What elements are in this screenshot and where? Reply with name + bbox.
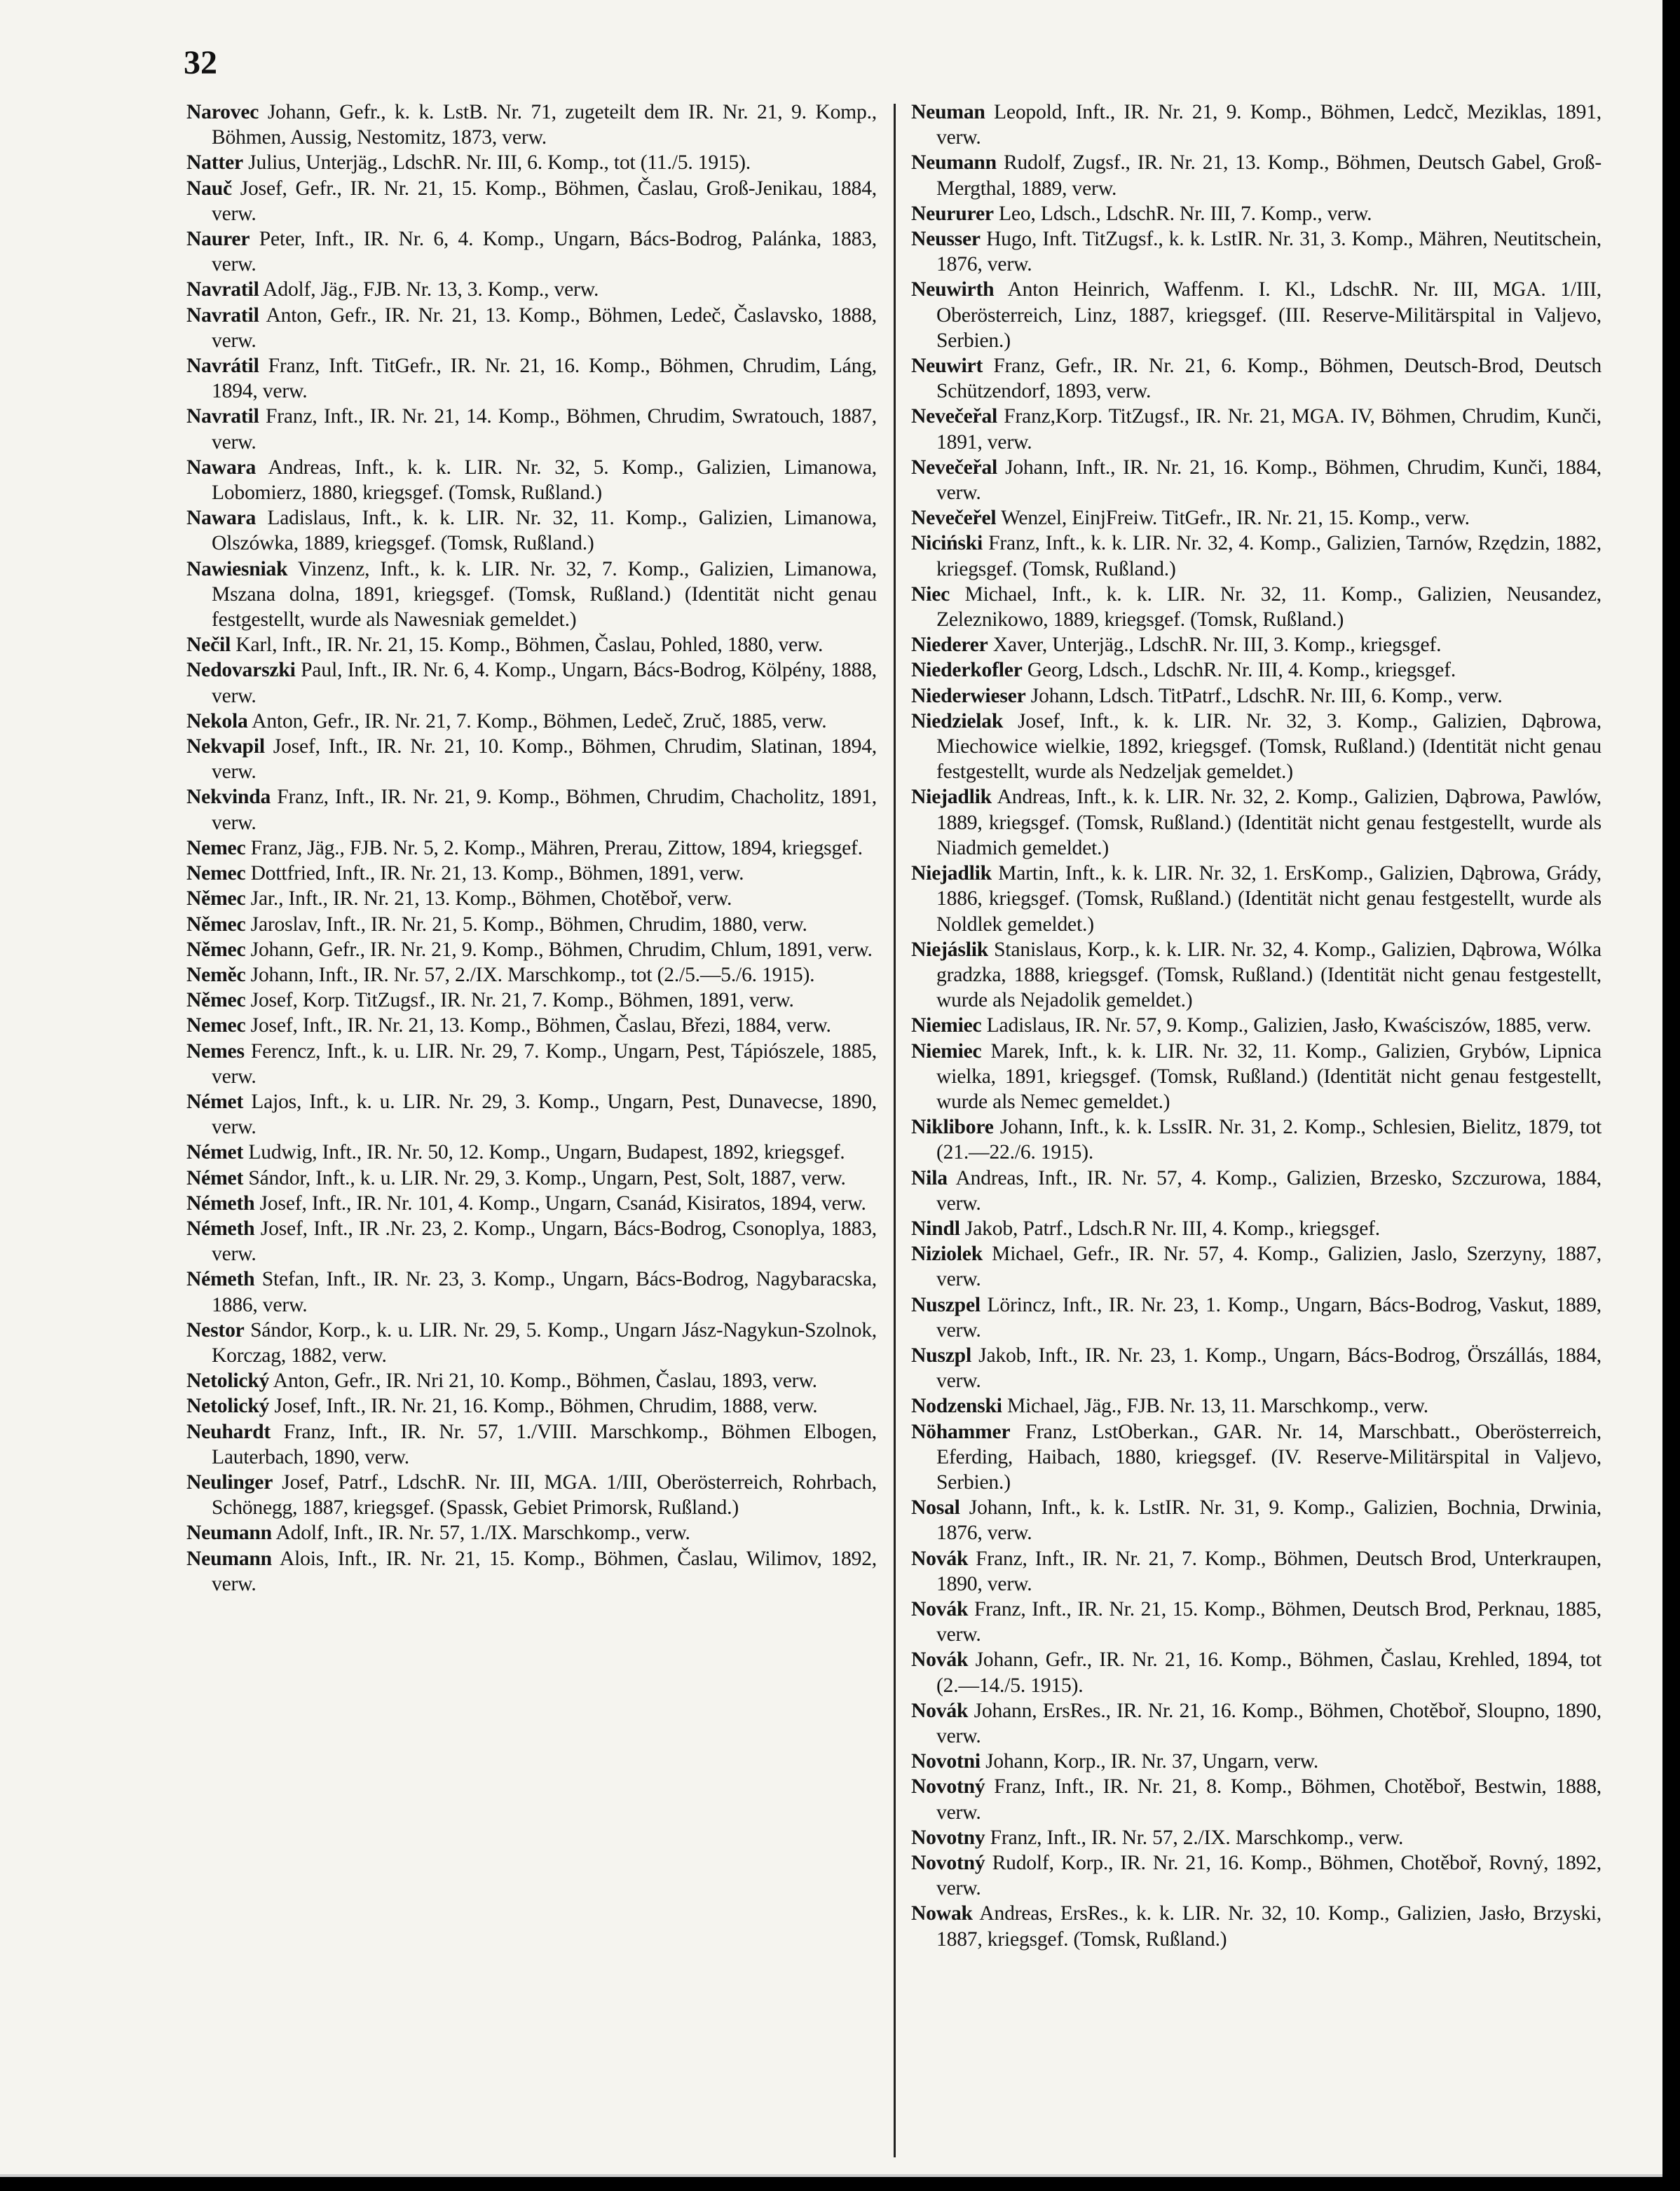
list-item [186, 1013, 877, 1038]
entry-details: Josef, Gefr., IR. Nr. 21, 15. Komp., Böhmen, Časlau, Groß-Jenikau, 1884, verw. [212, 177, 877, 225]
entry-surname: Nawara [186, 456, 257, 479]
entry-details: Franz, Inft., k. k. LIR. Nr. 32, 4. Komp., Galizien, Tarnów, Rzędzin, 1882, kriegsgef. (Tomsk, Rußland.) [936, 532, 1602, 580]
list-item [911, 1166, 1602, 1216]
entry-surname: Netolický [186, 1370, 270, 1393]
entry-surname: Németh [186, 1192, 255, 1215]
list-item [911, 150, 1602, 200]
entry-details: Johann, Inft., k. k. LssIR. Nr. 31, 2. Komp., Schlesien, Bielitz, 1879, tot (21.—22./6. 1915). [936, 1116, 1602, 1164]
entry-details: Franz, Gefr., IR. Nr. 21, 6. Komp., Böhmen, Deutsch-Brod, Deutsch Schützendorf, 1893, verw. [936, 355, 1602, 403]
entry-details: Hugo, Inft. TitZugsf., k. k. LstIR. Nr. 31, 3. Komp., Mähren, Neutitschein, 1876, verw. [936, 228, 1602, 276]
entry-surname: Němec [186, 913, 246, 936]
entry-details: Ludwig, Inft., IR. Nr. 50, 12. Komp., Ungarn, Budapest, 1892, kriegsgef. [243, 1141, 845, 1164]
entry-details: Paul, Inft., IR. Nr. 6, 4. Komp., Ungarn, Bács-Bodrog, Kölpény, 1888, verw. [212, 659, 877, 707]
list-item [186, 150, 877, 175]
list-item [911, 632, 1602, 657]
entry-details: Johann, Gefr., IR. Nr. 21, 16. Komp., Böhmen, Časlau, Krehled, 1894, tot (2.—14./5. 1915). [936, 1649, 1602, 1697]
list-item [186, 1039, 877, 1089]
entry-surname: Niziolek [911, 1243, 983, 1266]
list-item [911, 1825, 1602, 1850]
list-item [911, 1241, 1602, 1292]
entry-details: Josef, Inft., k. k. LIR. Nr. 32, 3. Komp., Galizien, Dąbrowa, Miechowice wielkie, 1892, kriegsgef. (Tomsk, Rußland.) (Identität nicht genau festgestellt, wurde als Nedzeljak gemeldet.) [936, 709, 1602, 784]
entry-details: Josef, Inft., IR. Nr. 101, 4. Komp., Ungarn, Csanád, Kisiratos, 1894, verw. [254, 1192, 866, 1215]
entry-surname: Nosal [911, 1496, 960, 1520]
list-item [186, 1166, 877, 1191]
list-item [186, 988, 877, 1013]
list-item [186, 861, 877, 886]
list-item [186, 100, 877, 150]
entry-details: Franz, Inft., IR. Nr. 21, 7. Komp., Böhmen, Deutsch Brod, Unterkraupen, 1890, verw. [936, 1547, 1602, 1595]
list-item [911, 861, 1602, 937]
entry-details: Michael, Jäg., FJB. Nr. 13, 11. Marschkomp., verw. [1002, 1395, 1428, 1418]
entry-details: Leopold, Inft., IR. Nr. 21, 9. Komp., Böhmen, Ledcč, Meziklas, 1891, verw. [936, 101, 1602, 149]
list-item [911, 1901, 1602, 1951]
entry-surname: Niemiec [911, 1039, 982, 1063]
list-item [911, 1495, 1602, 1545]
entry-details: Lajos, Inft., k. u. LIR. Nr. 29, 3. Komp., Ungarn, Pest, Dunavecse, 1890, verw. [212, 1090, 877, 1139]
entry-details: Rudolf, Zugsf., IR. Nr. 21, 13. Komp., Böhmen, Deutsch Gabel, Groß-Mergthal, 1889, verw. [936, 151, 1602, 200]
entry-surname: Nuszpel [911, 1293, 981, 1316]
entry-details: Peter, Inft., IR. Nr. 6, 4. Komp., Ungarn, Bács-Bodrog, Palánka, 1883, verw. [212, 228, 877, 276]
entry-surname: Német [186, 1141, 244, 1164]
entry-surname: Novotný [911, 1852, 985, 1875]
list-item [911, 582, 1602, 632]
list-item [186, 557, 877, 633]
entry-details: Johann, ErsRes., IR. Nr. 21, 16. Komp., Böhmen, Chotěboř, Sloupno, 1890, verw. [936, 1699, 1602, 1747]
entry-surname: Nawara [186, 507, 257, 530]
entry-details: Karl, Inft., IR. Nr. 21, 15. Komp., Böhmen, Časlau, Pohled, 1880, verw. [231, 634, 824, 657]
entry-surname: Nauč [186, 177, 232, 200]
list-item [911, 226, 1602, 277]
entry-details: Anton, Gefr., IR. Nri 21, 10. Komp., Böhmen, Časlau, 1893, verw. [269, 1370, 817, 1393]
list-item [911, 1419, 1602, 1496]
entry-details: Georg, Ldsch., LdschR. Nr. III, 4. Komp., kriegsgef. [1022, 659, 1456, 682]
list-item [186, 784, 877, 835]
entry-surname: Natter [186, 151, 243, 175]
list-item [186, 1140, 877, 1165]
entry-surname: Niederwieser [911, 684, 1026, 707]
list-item [186, 1368, 877, 1393]
entry-details: Stefan, Inft., IR. Nr. 23, 3. Komp., Ungarn, Bács-Bodrog, Nagybaracska, 1886, verw. [212, 1268, 877, 1316]
list-item [911, 1292, 1602, 1343]
right-column [911, 100, 1602, 1952]
entry-surname: Nemes [186, 1039, 245, 1063]
entry-details: Johann, Inft., k. k. LstIR. Nr. 31, 9. Komp., Galizien, Bochnia, Drwinia, 1876, verw. [936, 1496, 1602, 1545]
list-item [186, 1419, 877, 1470]
list-item [911, 505, 1602, 531]
list-item [911, 1013, 1602, 1038]
entry-surname: Niec [911, 582, 950, 606]
entry-details: Franz, Inft. TitGefr., IR. Nr. 21, 16. Komp., Böhmen, Chrudim, Láng, 1894, verw. [212, 355, 877, 403]
list-item [911, 531, 1602, 581]
entry-surname: Nowak [911, 1902, 973, 1925]
entry-surname: Niejáslik [911, 938, 989, 961]
list-item [911, 683, 1602, 709]
entry-surname: Nečil [186, 634, 231, 657]
list-item [186, 176, 877, 226]
entry-surname: Niejadlik [911, 862, 992, 885]
entry-surname: Niciński [911, 532, 983, 555]
entry-surname: Nawiesniak [186, 557, 288, 580]
list-item [911, 784, 1602, 861]
entry-surname: Neměc [186, 963, 246, 986]
entry-surname: Němec [186, 989, 246, 1012]
entry-details: Franz, Inft., IR. Nr. 21, 9. Komp., Böhmen, Chrudim, Chacholitz, 1891, verw. [212, 786, 877, 834]
list-item [186, 1191, 877, 1216]
list-item [911, 277, 1602, 353]
entry-details: Josef, Patrf., LdschR. Nr. III, MGA. 1/III, Oberösterreich, Rohrbach, Schönegg, 1887, kriegsgef. (Spassk, Gebiet Primorsk, Rußland.) [212, 1470, 877, 1520]
entry-surname: Netolický [186, 1395, 270, 1418]
entry-surname: Novotný [911, 1775, 985, 1798]
entry-details: Adolf, Inft., IR. Nr. 57, 1./IX. Marschkomp., verw. [271, 1522, 690, 1545]
entry-details: Leo, Ldsch., LdschR. Nr. III, 7. Komp., verw. [993, 202, 1372, 225]
entry-details: Josef, Inft., IR. Nr. 21, 16. Komp., Böhmen, Chrudim, 1888, verw. [269, 1395, 818, 1418]
entry-surname: Nila [911, 1166, 948, 1189]
list-item [911, 709, 1602, 785]
entry-details: Franz, Inft., IR. Nr. 57, 1./VIII. Marschkomp., Böhmen Elbogen, Lauterbach, 1890, verw. [212, 1420, 877, 1468]
entry-surname: Neusser [911, 228, 981, 251]
list-item [186, 1520, 877, 1545]
entry-details: Dottfried, Inft., IR. Nr. 21, 13. Komp., Böhmen, 1891, verw. [245, 862, 744, 885]
entry-surname: Němec [186, 887, 246, 910]
entry-details: Andreas, Inft., k. k. LIR. Nr. 32, 5. Komp., Galizien, Limanowa, Lobomierz, 1880, kriegsgef. (Tomsk, Rußland.) [212, 456, 877, 505]
entry-details: Ladislaus, IR. Nr. 57, 9. Komp., Galizien, Jasło, Kwaściszów, 1885, verw. [981, 1014, 1592, 1037]
entry-surname: Navratil [186, 278, 259, 301]
list-item [186, 886, 877, 911]
entry-surname: Nemec [186, 862, 246, 885]
entry-surname: Nekola [186, 709, 248, 732]
entry-details: Franz, Jäg., FJB. Nr. 5, 2. Komp., Mähren, Prerau, Zittow, 1894, kriegsgef. [245, 836, 863, 859]
entry-details: Michael, Gefr., IR. Nr. 57, 4. Komp., Galizien, Jaslo, Szerzyny, 1887, verw. [936, 1243, 1602, 1291]
entry-surname: Niederkofler [911, 659, 1023, 682]
entry-surname: Niemiec [911, 1014, 982, 1037]
list-item [186, 912, 877, 937]
entry-details: Franz, Inft., IR. Nr. 21, 15. Komp., Böhmen, Deutsch Brod, Perknau, 1885, verw. [936, 1597, 1602, 1646]
entry-details: Adolf, Jäg., FJB. Nr. 13, 3. Komp., verw. [259, 278, 599, 301]
entry-details: Andreas, Inft., k. k. LIR. Nr. 32, 2. Komp., Galizien, Dąbrowa, Pawlów, 1889, kriegsgef. (Tomsk, Rußland.) (Identität nicht genau festgestellt, wurde als Niadmich gemeldet.) [936, 786, 1602, 859]
entry-surname: Nindl [911, 1217, 960, 1240]
entry-details: Rudolf, Korp., IR. Nr. 21, 16. Komp., Böhmen, Chotěboř, Rovný, 1892, verw. [936, 1852, 1602, 1900]
entry-surname: Naurer [186, 228, 250, 251]
list-item [186, 505, 877, 556]
entry-details: Andreas, ErsRes., k. k. LIR. Nr. 32, 10. Komp., Galizien, Jasło, Brzyski, 1887, kriegsgef. (Tomsk, Rußland.) [936, 1902, 1602, 1951]
list-item [911, 404, 1602, 454]
entry-surname: Nemec [186, 836, 246, 859]
list-item [911, 1216, 1602, 1241]
list-item [186, 1393, 877, 1419]
entry-surname: Nodzenski [911, 1395, 1002, 1418]
entry-surname: Nevečeřal [911, 405, 998, 428]
entry-details: Sándor, Korp., k. u. LIR. Nr. 29, 5. Komp., Ungarn Jász-Nagykun-Szolnok, Korczag, 1882, verw. [212, 1318, 877, 1367]
list-item [186, 962, 877, 988]
list-item [911, 1393, 1602, 1419]
entry-details: Johann, Gefr., IR. Nr. 21, 9. Komp., Böhmen, Chrudim, Chlum, 1891, verw. [245, 938, 873, 961]
entry-surname: Neumann [911, 151, 997, 175]
list-item [911, 1698, 1602, 1749]
entry-surname: Nevečeřal [911, 456, 998, 479]
entry-surname: Novák [911, 1597, 969, 1620]
entry-details: Johann, Ldsch. TitPatrf., LdschR. Nr. III, 6. Komp., verw. [1025, 684, 1503, 707]
entry-details: Johann, Gefr., k. k. LstB. Nr. 71, zugeteilt dem IR. Nr. 21, 9. Komp., Böhmen, Aussig, Nestomitz, 1873, verw. [212, 101, 877, 149]
entry-details: Vinzenz, Inft., k. k. LIR. Nr. 32, 7. Komp., Galizien, Limanowa, Mszana dolna, 1891, kriegsgef. (Tomsk, Rußland.) (Identität nicht genau festgestellt, wurde als Nawesniak gemeldet.) [212, 557, 877, 632]
list-item [186, 404, 877, 454]
entry-surname: Navratil [186, 303, 259, 327]
entry-details: Wenzel, EinjFreiw. TitGefr., IR. Nr. 21, 15. Komp., verw. [996, 507, 1470, 530]
entry-surname: Neumann [186, 1547, 272, 1570]
entry-details: Martin, Inft., k. k. LIR. Nr. 32, 1. ErsKomp., Galizien, Dąbrowa, Grády, 1886, kriegsgef. (Tomsk, Rußland.) (Identität nicht genau festgestellt, wurde als Noldlek gemeldet.) [936, 862, 1602, 936]
list-item [186, 1546, 877, 1597]
entry-surname: Novotny [911, 1826, 985, 1849]
entry-details: Jakob, Inft., IR. Nr. 23, 1. Komp., Ungarn, Bács-Bodrog, Örszállás, 1884, verw. [936, 1344, 1602, 1393]
list-item [186, 353, 877, 404]
entry-details: Josef, Inft., IR. Nr. 21, 13. Komp., Böhmen, Časlau, Březi, 1884, verw. [245, 1014, 831, 1037]
entry-surname: Neumann [186, 1522, 272, 1545]
entry-surname: Němec [186, 938, 246, 961]
list-item [186, 226, 877, 277]
entry-surname: Nedovarszki [186, 659, 296, 682]
entry-details: Jaroslav, Inft., IR. Nr. 21, 5. Komp., Böhmen, Chrudim, 1880, verw. [245, 913, 807, 936]
list-item [911, 455, 1602, 505]
entry-surname: Narovec [186, 101, 259, 123]
entry-surname: Nöhammer [911, 1420, 1011, 1443]
entry-surname: Németh [186, 1217, 255, 1240]
entry-details: Xaver, Unterjäg., LdschR. Nr. III, 3. Komp., kriegsgef. [988, 634, 1442, 657]
entry-details: Josef, Korp. TitZugsf., IR. Nr. 21, 7. Komp., Böhmen, 1891, verw. [245, 989, 794, 1012]
entry-surname: Nuszpl [911, 1344, 971, 1367]
entry-details: Jar., Inft., IR. Nr. 21, 13. Komp., Böhmen, Chotěboř, verw. [245, 887, 732, 910]
left-column [186, 100, 877, 1597]
entry-details: Michael, Inft., k. k. LIR. Nr. 32, 11. Komp., Galizien, Neusandez, Zeleznikowo, 1889, kriegsgef. (Tomsk, Rußland.) [936, 582, 1602, 632]
entry-details: Johann, Inft., IR. Nr. 57, 2./IX. Marschkomp., tot (2./5.—5./6. 1915). [245, 963, 815, 986]
list-item [186, 455, 877, 505]
entry-details: Franz, Inft., IR. Nr. 57, 2./IX. Marschkomp., verw. [985, 1826, 1404, 1849]
entry-surname: Navratil [186, 405, 259, 428]
entry-details: Franz, Inft., IR. Nr. 21, 14. Komp., Böhmen, Chrudim, Swratouch, 1887, verw. [212, 405, 877, 453]
list-item [911, 201, 1602, 226]
entry-details: Josef, Inft., IR .Nr. 23, 2. Komp., Ungarn, Bács-Bodrog, Csonoplya, 1883, verw. [212, 1217, 877, 1266]
entry-surname: Novák [911, 1699, 969, 1722]
entry-surname: Niklibore [911, 1116, 994, 1139]
entry-details: Stanislaus, Korp., k. k. LIR. Nr. 32, 4. Komp., Galizien, Dąbrowa, Wólka gradzka, 1888, kriegsgef. (Tomsk, Rußland.) (Identität nicht genau festgestellt, wurde als Nejadolik gemeldet.) [936, 938, 1602, 1012]
list-item [911, 1749, 1602, 1774]
entry-details: Marek, Inft., k. k. LIR. Nr. 32, 11. Komp., Galizien, Grybów, Lipnica wielka, 1891, kriegsgef. (Tomsk, Rußland.) (Identität nicht genau festgestellt, wurde als Nemec gemeldet.) [936, 1039, 1602, 1113]
entry-surname: Német [186, 1166, 244, 1189]
entry-details: Sándor, Inft., k. u. LIR. Nr. 29, 3. Komp., Ungarn, Pest, Solt, 1887, verw. [243, 1166, 846, 1189]
entry-details: Josef, Inft., IR. Nr. 21, 10. Komp., Böhmen, Chrudim, Slatinan, 1894, verw. [212, 735, 877, 784]
list-item [186, 657, 877, 708]
list-item [911, 937, 1602, 1013]
entry-details: Anton, Gefr., IR. Nr. 21, 13. Komp., Böhmen, Ledeč, Časlavsko, 1888, verw. [212, 303, 877, 352]
entry-details: Franz, Inft., IR. Nr. 21, 8. Komp., Böhmen, Chotěboř, Bestwin, 1888, verw. [936, 1775, 1602, 1824]
list-item [911, 657, 1602, 683]
entry-surname: Nekvapil [186, 735, 265, 758]
list-item [186, 835, 877, 861]
column-divider [894, 104, 896, 2157]
entry-surname: Novotni [911, 1750, 981, 1773]
entry-surname: Novák [911, 1547, 969, 1570]
list-item [911, 353, 1602, 404]
entry-surname: Nekvinda [186, 786, 271, 809]
entry-surname: Niederer [911, 634, 988, 657]
entry-surname: Németh [186, 1268, 255, 1291]
entry-surname: Nevečeřel [911, 507, 997, 530]
list-item [186, 1470, 877, 1520]
list-item [186, 709, 877, 734]
list-item [186, 303, 877, 353]
entry-details: Jakob, Patrf., Ldsch.R Nr. III, 4. Komp., kriegsgef. [959, 1217, 1380, 1240]
list-item [186, 1216, 877, 1267]
entry-surname: Nemec [186, 1014, 246, 1037]
entry-surname: Navrátil [186, 355, 259, 378]
list-item [186, 1267, 877, 1317]
list-item [911, 1114, 1602, 1165]
entry-surname: Niedzielak [911, 709, 1004, 732]
entry-surname: Neulinger [186, 1470, 273, 1494]
entry-surname: Novák [911, 1649, 969, 1672]
list-item [186, 1089, 877, 1140]
page-number: 32 [184, 44, 217, 81]
entry-surname: Niejadlik [911, 786, 992, 809]
entry-details: Franz, LstOberkan., GAR. Nr. 14, Marschbatt., Oberösterreich, Eferding, Haibach, 1880, kriegsgef. (IV. Reserve-Militärspital in Valjevo, Serbien.) [936, 1420, 1602, 1494]
entry-details: Anton Heinrich, Waffenm. I. Kl., LdschR. Nr. III, MGA. 1/III, Oberösterreich, Linz, 1887, kriegsgef. (III. Reserve-Militärspital in Valjevo, Serbien.) [936, 278, 1602, 352]
list-item [186, 277, 877, 302]
list-item [911, 1774, 1602, 1824]
list-item [186, 937, 877, 962]
entry-details: Anton, Gefr., IR. Nr. 21, 7. Komp., Böhmen, Ledeč, Zruč, 1885, verw. [247, 709, 827, 732]
entry-details: Andreas, Inft., IR. Nr. 57, 4. Komp., Galizien, Brzesko, Szczurowa, 1884, verw. [936, 1166, 1602, 1215]
entry-details: Lörincz, Inft., IR. Nr. 23, 1. Komp., Ungarn, Bács-Bodrog, Vaskut, 1889, verw. [936, 1293, 1602, 1342]
list-item [911, 1850, 1602, 1901]
entry-surname: Nestor [186, 1318, 245, 1342]
list-item [186, 1318, 877, 1368]
entry-details: Ladislaus, Inft., k. k. LIR. Nr. 32, 11. Komp., Galizien, Limanowa, Olszówka, 1889, kriegsgef. (Tomsk, Rußland.) [212, 507, 877, 555]
entry-details: Julius, Unterjäg., LdschR. Nr. III, 6. Komp., tot (11./5. 1915). [243, 151, 751, 175]
list-item [911, 1343, 1602, 1393]
list-item [911, 1546, 1602, 1597]
entry-surname: Neuman [911, 101, 985, 123]
entry-surname: Neuwirt [911, 355, 983, 378]
list-item [911, 1597, 1602, 1647]
entry-surname: Neururer [911, 202, 994, 225]
entry-surname: Neuwirth [911, 278, 995, 301]
list-item [911, 100, 1602, 150]
entry-surname: Neuhardt [186, 1420, 271, 1443]
entry-details: Johann, Inft., IR. Nr. 21, 16. Komp., Böhmen, Chrudim, Kunči, 1884, verw. [936, 456, 1602, 505]
entry-details: Franz,Korp. TitZugsf., IR. Nr. 21, MGA. IV, Böhmen, Chrudim, Kunči, 1891, verw. [936, 405, 1602, 453]
entry-surname: Német [186, 1090, 244, 1113]
list-item [186, 632, 877, 657]
entry-details: Alois, Inft., IR. Nr. 21, 15. Komp., Böhmen, Časlau, Wilimov, 1892, verw. [212, 1547, 877, 1595]
list-item [911, 1039, 1602, 1115]
entry-details: Ferencz, Inft., k. u. LIR. Nr. 29, 7. Komp., Ungarn, Pest, Tápiószele, 1885, verw. [212, 1039, 877, 1088]
list-item [911, 1647, 1602, 1698]
entry-details: Johann, Korp., IR. Nr. 37, Ungarn, verw. [980, 1750, 1319, 1773]
list-item [186, 734, 877, 784]
